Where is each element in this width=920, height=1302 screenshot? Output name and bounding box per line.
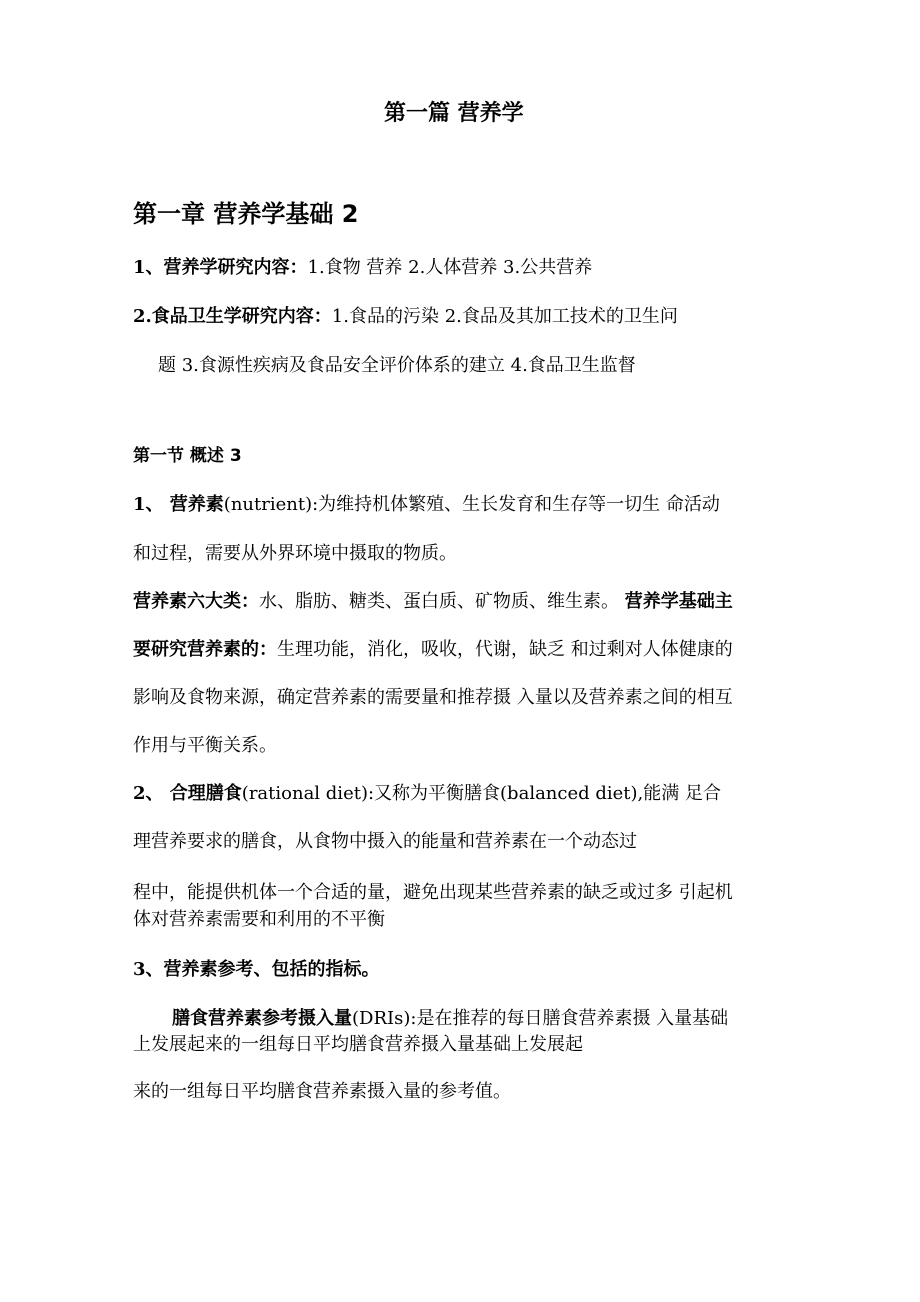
six-categories-line4: 作用与平衡关系。 [133,735,277,756]
research-label-2: 要研究营养素的： [133,639,277,660]
dris-label: 膳食营养素参考摄入量 [172,1008,352,1029]
dris-line1 [172,1008,728,1030]
dris-line2: 上发展起来的一组每日平均膳食营养摄入量基础上发展起 [133,1034,583,1055]
six-categories-line3: 影响及食物来源，确定营养素的需要量和推荐摄 入量以及营养素之间的相互 [133,687,733,708]
nutrient-line2: 和过程，需要从外界环境中摄取的物质。 [133,543,457,564]
section1-title: 第一节 概述 3 [133,446,242,466]
item2-line1 [133,306,678,328]
item1-line [133,257,592,279]
diet-line3: 程中，能提供机体一个合适的量，避免出现某些营养素的缺乏或过多 引起机 [133,882,733,903]
research-label-1: 营养学基础主 [624,591,733,612]
six-categories-line1 [133,591,733,613]
item2-label: 2.食品卫生学研究内容： [133,306,332,327]
diet-label: 2、 合理膳食 [133,783,242,804]
diet-line4: 体对营养素需要和利用的不平衡 [133,909,385,930]
dris-line3: 来的一组每日平均膳食营养素摄入量的参考值。 [133,1081,511,1102]
diet-line1 [133,783,721,805]
item1-label: 1、营养学研究内容： [133,257,308,278]
nutrient-line1 [133,494,720,516]
part-title: 第一篇 营养学 [384,101,524,126]
item2-text-1: 1.食品的污染 2.食品及其加工技术的卫生问 [331,306,678,327]
item1-text: 1.食物 营养 2.人体营养 3.公共营养 [307,257,593,278]
dris-text-1: (DRIs):是在推荐的每日膳食营养素摄 入量基础 [352,1008,729,1029]
six-categories-label: 营养素六大类： [133,591,259,612]
diet-line2: 理营养要求的膳食，从食物中摄入的能量和营养素在一个动态过 [133,831,637,852]
item2-line2: 题 3.食源性疾病及食品安全评价体系的建立 4.食品卫生监督 [158,355,636,376]
research-text-2: 生理功能，消化，吸收，代谢，缺乏 和过剩对人体健康的 [277,639,733,660]
chapter-title: 第一章 营养学基础 2 [133,200,359,228]
six-categories-line2 [133,639,733,661]
six-categories-text: 水、脂肪、糖类、蛋白质、矿物质、维生素。 [259,591,625,612]
reference-heading: 3、营养素参考、包括的指标。 [133,959,380,980]
diet-text-1: (rational diet):又称为平衡膳食(balanced diet),能满 足合 [241,783,722,804]
nutrient-text-1: (nutrient):为维持机体繁殖、生长发育和生存等一切生 命活动 [223,494,720,515]
nutrient-label: 1、 营养素 [133,494,224,515]
